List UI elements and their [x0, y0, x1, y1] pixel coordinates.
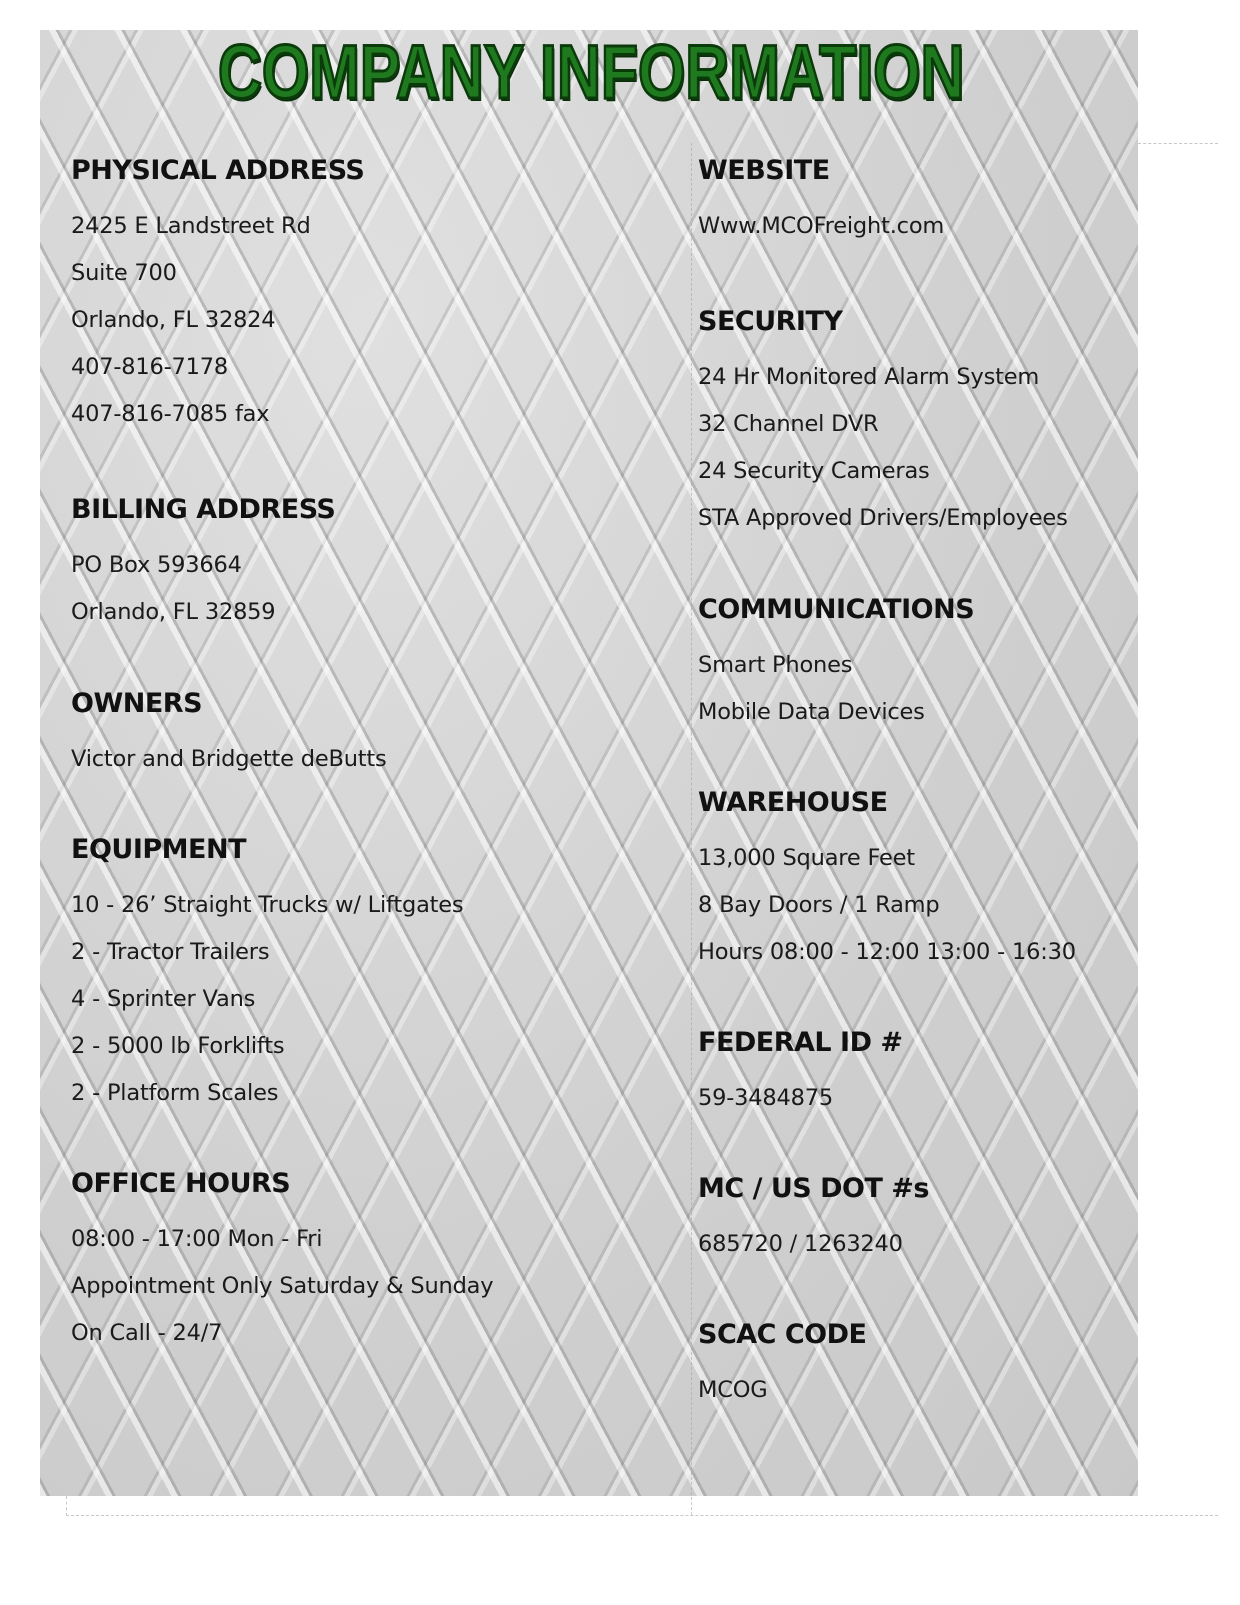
- column-guide-line: [691, 143, 692, 1515]
- info-line: 8 Bay Doors / 1 Ramp: [698, 892, 940, 918]
- section-lines: [698, 1221, 929, 1268]
- section-security: [698, 304, 1068, 542]
- info-line: 24 Security Cameras: [698, 458, 930, 484]
- info-line: Smart Phones: [698, 652, 853, 678]
- section-equipment: [71, 832, 463, 1117]
- section-lines: [698, 1367, 867, 1414]
- section-heading: EQUIPMENT: [71, 834, 246, 865]
- section-lines: [71, 1216, 493, 1357]
- page-guide-line: [66, 1496, 67, 1516]
- section-lines: [698, 642, 974, 736]
- section-owners: [71, 686, 387, 783]
- section-heading: SECURITY: [698, 306, 843, 337]
- section-heading: BILLING ADDRESS: [71, 494, 336, 525]
- info-line: 2 - Platform Scales: [71, 1080, 279, 1106]
- info-line: 407-816-7178: [71, 354, 228, 380]
- section-heading: PHYSICAL ADDRESS: [71, 155, 365, 186]
- info-line: 407-816-7085 fax: [71, 401, 270, 427]
- website-link[interactable]: Www.MCOFreight.com: [698, 213, 945, 239]
- section-lines: [698, 203, 944, 250]
- section-heading: WEBSITE: [698, 155, 830, 186]
- info-line: 59-3484875: [698, 1085, 833, 1111]
- section-office-hours: [71, 1166, 493, 1357]
- section-heading: MC / US DOT #s: [698, 1173, 929, 1204]
- info-line: 2 - Tractor Trailers: [71, 939, 270, 965]
- section-heading: SCAC CODE: [698, 1319, 867, 1350]
- info-line: Orlando, FL 32824: [71, 307, 276, 333]
- section-warehouse: [698, 785, 1076, 976]
- info-line: 685720 / 1263240: [698, 1231, 903, 1257]
- section-heading: COMMUNICATIONS: [698, 594, 975, 625]
- page-guide-line: [1138, 143, 1218, 144]
- info-line: Victor and Bridgette deButts: [71, 746, 387, 772]
- page-guide-line: [66, 1515, 1218, 1516]
- section-physical-address: [71, 153, 364, 438]
- section-heading: FEDERAL ID #: [698, 1027, 903, 1058]
- section-communications: [698, 592, 974, 736]
- info-line: 2425 E Landstreet Rd: [71, 213, 311, 239]
- section-lines: [698, 1075, 903, 1122]
- info-line: MCOG: [698, 1377, 768, 1403]
- section-mc-us-dot: [698, 1171, 929, 1268]
- section-lines: [71, 882, 463, 1117]
- info-line: Mobile Data Devices: [698, 699, 925, 725]
- section-lines: [71, 736, 387, 783]
- section-lines: [71, 542, 335, 636]
- page-title: COMPANY INFORMATION: [218, 30, 965, 115]
- section-website: [698, 153, 944, 250]
- section-lines: [698, 354, 1068, 542]
- section-lines: [698, 835, 1076, 976]
- info-line: Appointment Only Saturday & Sunday: [71, 1273, 494, 1299]
- info-line: 24 Hr Monitored Alarm System: [698, 364, 1040, 390]
- info-line: 32 Channel DVR: [698, 411, 879, 437]
- info-line: 13,000 Square Feet: [698, 845, 915, 871]
- info-line: 2 - 5000 lb Forklifts: [71, 1033, 285, 1059]
- section-lines: [71, 203, 364, 438]
- info-line: 08:00 - 17:00 Mon - Fri: [71, 1226, 323, 1252]
- section-scac-code: [698, 1317, 867, 1414]
- info-line: Orlando, FL 32859: [71, 599, 276, 625]
- section-heading: WAREHOUSE: [698, 787, 888, 818]
- section-heading: OFFICE HOURS: [71, 1168, 291, 1199]
- info-line: Hours 08:00 - 12:00 13:00 - 16:30: [698, 939, 1076, 965]
- section-heading: OWNERS: [71, 688, 203, 719]
- info-line: 10 - 26’ Straight Trucks w/ Liftgates: [71, 892, 464, 918]
- info-line: 4 - Sprinter Vans: [71, 986, 256, 1012]
- section-billing-address: [71, 492, 335, 636]
- section-federal-id: [698, 1025, 903, 1122]
- info-line: PO Box 593664: [71, 552, 242, 578]
- info-line: STA Approved Drivers/Employees: [698, 505, 1068, 531]
- info-line: Suite 700: [71, 260, 177, 286]
- info-line: On Call - 24/7: [71, 1320, 223, 1346]
